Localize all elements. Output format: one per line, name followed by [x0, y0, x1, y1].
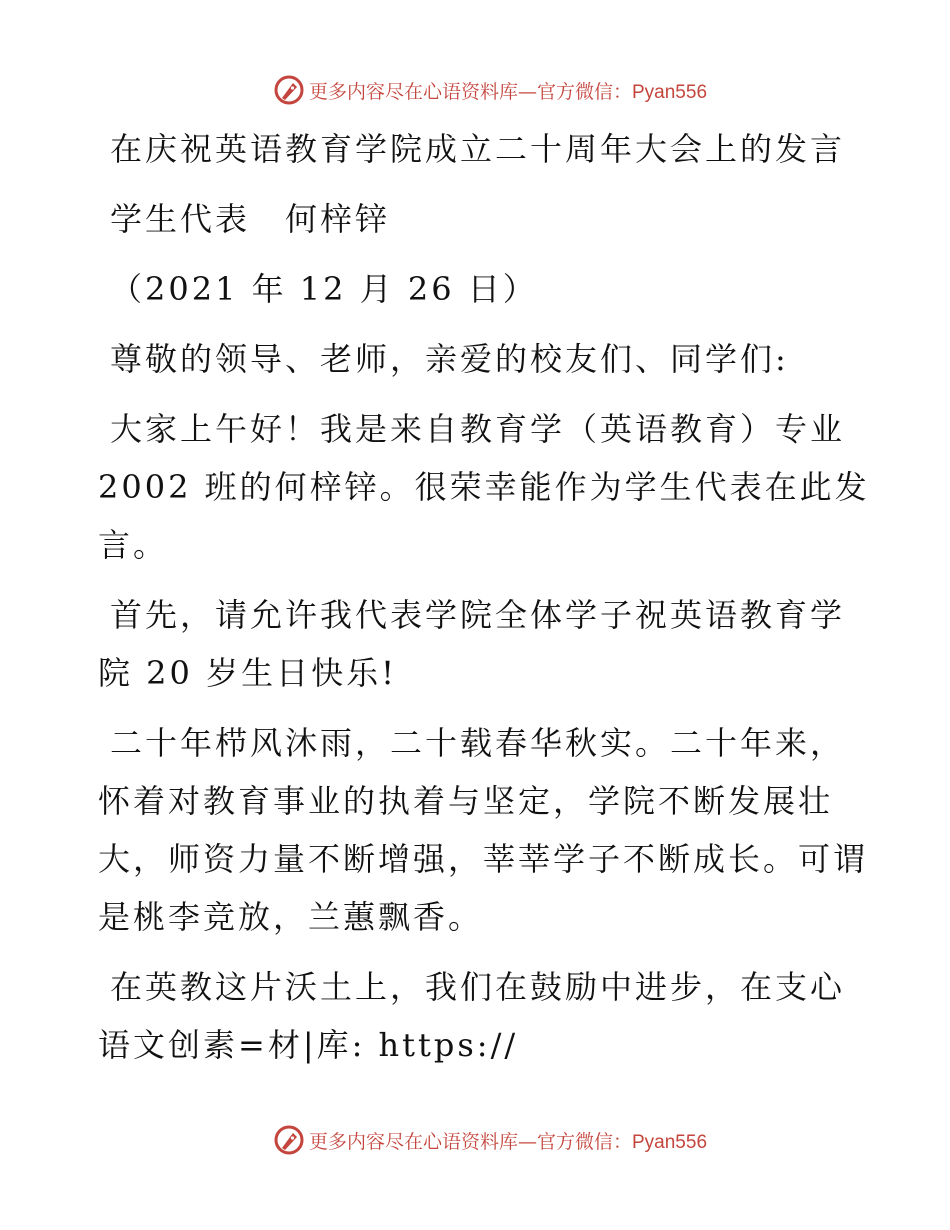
paragraph-line: 在英教这片沃土上，我们在鼓励中进步，在支心 [110, 968, 846, 1006]
paragraph-4 [98, 958, 858, 1074]
paragraph-line: 院 20 岁生日快乐! [98, 654, 397, 692]
pen-nib-logo-icon [273, 1124, 305, 1156]
banner-dash: — [517, 1130, 537, 1153]
banner-text [309, 1127, 707, 1154]
paragraph-line: 2002 班的何梓锌。很荣幸能作为学生代表在此发 [98, 468, 870, 506]
paragraph-line: 言。 [98, 526, 169, 564]
speaker-line: 学生代表 何梓锌 [110, 200, 391, 238]
banner-wechat-label: 官方微信： [536, 1130, 632, 1153]
paragraph-2 [98, 586, 858, 702]
banner-wechat-id: Pyan556 [632, 1131, 708, 1153]
banner-content [273, 74, 707, 106]
banner-site-text: 更多内容尽在心语资料库 [308, 1130, 518, 1153]
header-watermark-banner [0, 70, 950, 110]
paragraph-line: 怀着对教育事业的执着与坚定，学院不断发展壮 [98, 782, 834, 820]
paragraph-line: 大家上午好！我是来自教育学（英语教育）专业 [110, 410, 846, 448]
paragraph-3 [98, 714, 869, 946]
greeting-line: 尊敬的领导、老师，亲爱的校友们、同学们: [110, 340, 789, 378]
banner-dash: — [517, 80, 537, 103]
paragraph-line: 大，师资力量不断增强，莘莘学子不断成长。可谓 [98, 840, 869, 878]
date-line: （2021 年 12 月 26 日） [110, 270, 538, 308]
banner-text [309, 77, 707, 104]
banner-wechat-id: Pyan556 [632, 81, 708, 103]
paragraph-1 [98, 400, 870, 574]
paragraph-line: 是桃李竞放，兰蕙飘香。 [98, 898, 484, 936]
banner-wechat-label: 官方微信： [536, 80, 632, 103]
paragraph-line: 首先，请允许我代表学院全体学子祝英语教育学 [110, 596, 846, 634]
banner-content [273, 1124, 707, 1156]
banner-site-text: 更多内容尽在心语资料库 [308, 80, 518, 103]
paragraph-line: 语文创素=材|库: https:// [98, 1026, 519, 1064]
paragraph-line: 二十年栉风沐雨，二十载春华秋实。二十年来， [110, 724, 846, 762]
pen-nib-logo-icon [273, 74, 305, 106]
document-body [98, 120, 870, 1086]
footer-watermark-banner [0, 1120, 950, 1160]
document-title: 在庆祝英语教育学院成立二十周年大会上的发言 [110, 130, 846, 168]
